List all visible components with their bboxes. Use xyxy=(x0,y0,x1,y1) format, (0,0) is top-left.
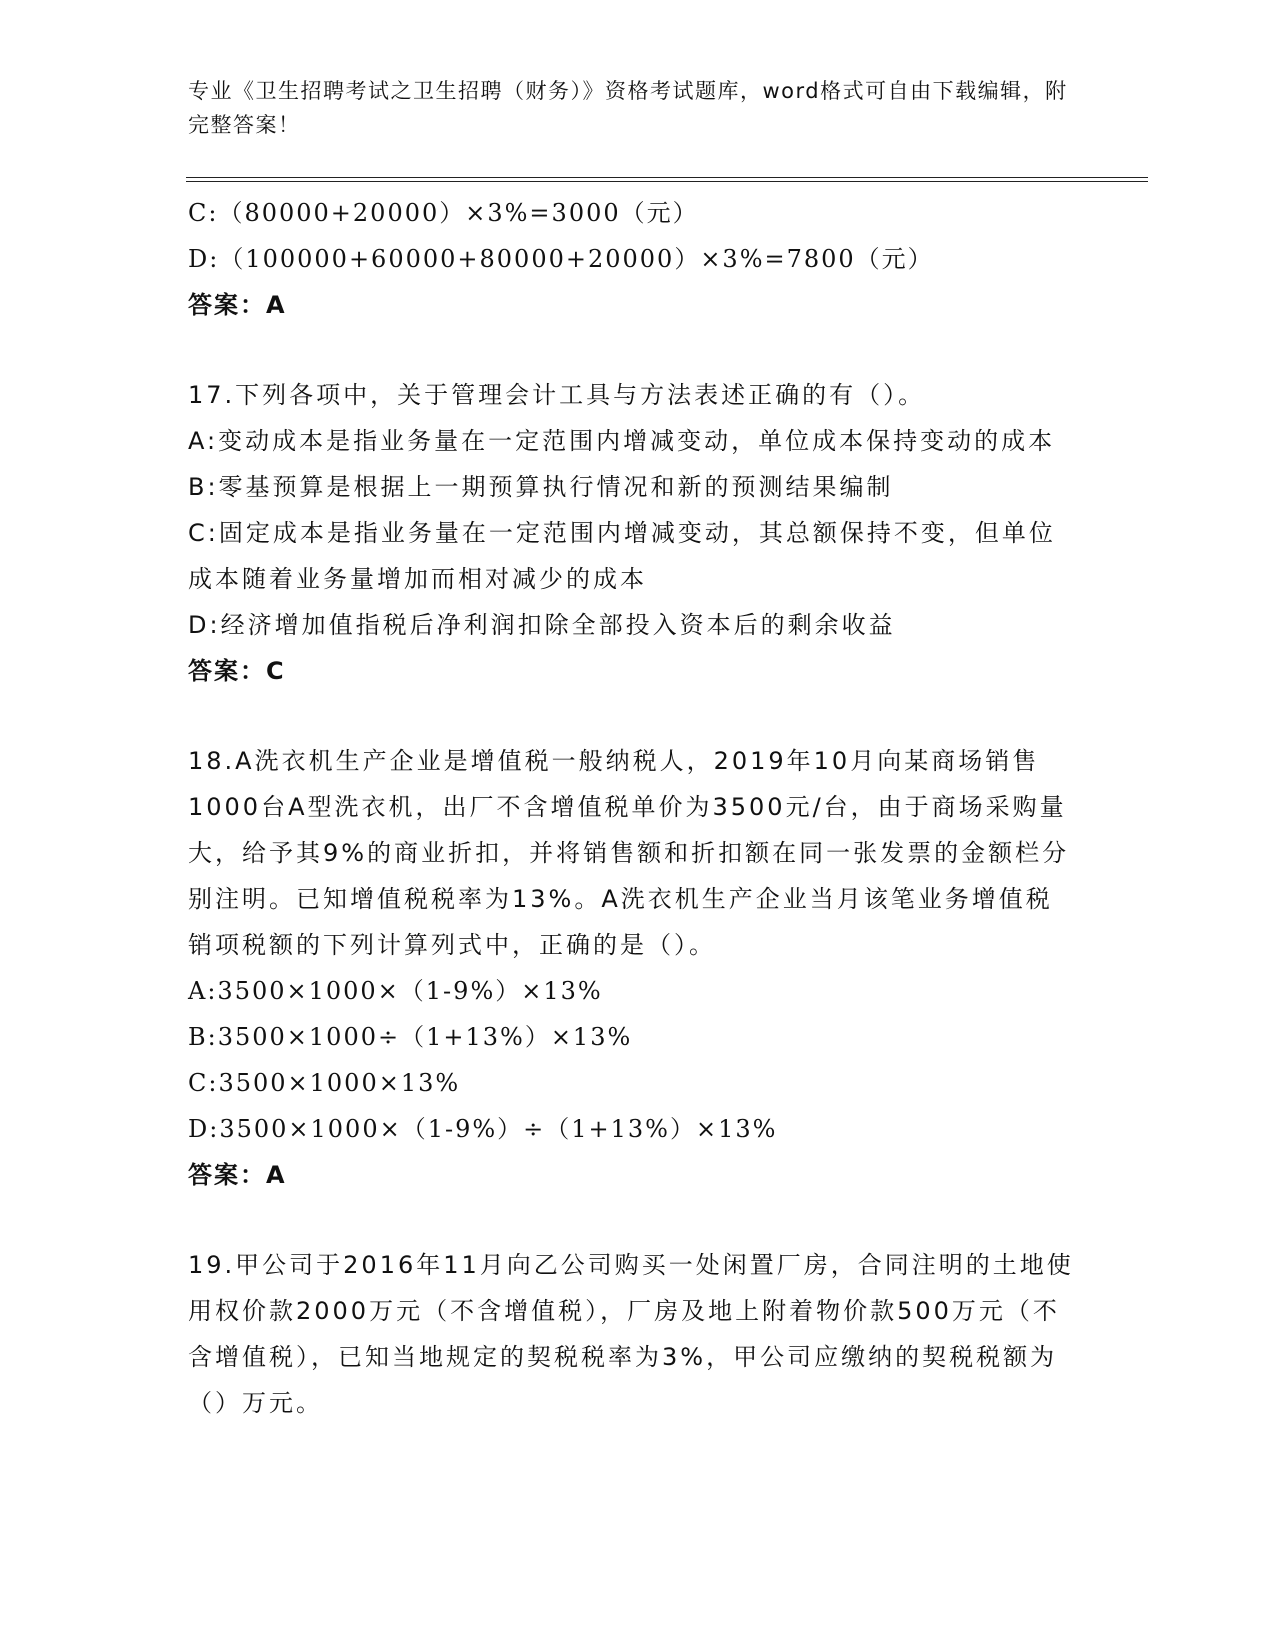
question-spacer xyxy=(188,328,1078,372)
page-header: 专业《卫生招聘考试之卫生招聘（财务）》资格考试题库，word格式可自由下载编辑，附完整答案！ xyxy=(188,79,1068,137)
q17-option-d: D:经济增加值指税后净利润扣除全部投入资本后的剩余收益 xyxy=(188,611,896,639)
q18-option-b: B:3500×1000÷（1+13%）×13% xyxy=(188,1023,633,1051)
q16-option-c: C:（80000+20000）×3%=3000（元） xyxy=(188,199,699,227)
q18-option-a: A:3500×1000×（1-9%）×13% xyxy=(188,977,603,1005)
header-divider-secondary xyxy=(186,181,1148,182)
q16-answer: 答案：A xyxy=(188,291,287,319)
q18-answer: 答案：A xyxy=(188,1161,287,1189)
q17-option-c: C:固定成本是指业务量在一定范围内增减变动，其总额保持不变，但单位成本随着业务量增加而相对减少的成本 xyxy=(188,519,1056,593)
question-content xyxy=(188,190,1078,1426)
q19-stem: 19.甲公司于2016年11月向乙公司购买一处闲置厂房，合同注明的土地使用权价款2000万元（不含增值税），厂房及地上附着物价款500万元（不含增值税），已知当地规定的契税税率为3%，甲公司应缴纳的契税税额为（）万元。 xyxy=(188,1251,1074,1417)
q17-option-b: B:零基预算是根据上一期预算执行情况和新的预测结果编制 xyxy=(188,473,894,501)
q18-option-c: C:3500×1000×13% xyxy=(188,1069,461,1097)
q17-answer: 答案：C xyxy=(188,657,286,685)
question-spacer xyxy=(188,1198,1078,1242)
q17-stem: 17.下列各项中，关于管理会计工具与方法表述正确的有（）。 xyxy=(188,381,926,409)
q18-option-d: D:3500×1000×（1-9%）÷（1+13%）×13% xyxy=(188,1115,778,1143)
q17-option-a: A:变动成本是指业务量在一定范围内增减变动，单位成本保持变动的成本 xyxy=(188,427,1056,455)
question-spacer xyxy=(188,694,1078,738)
header-divider xyxy=(186,177,1148,178)
q18-stem: 18.A洗衣机生产企业是增值税一般纳税人，2019年10月向某商场销售1000台A型洗衣机，出厂不含增值税单价为3500元/台，由于商场采购量大，给予其9%的商业折扣，并将销售额和折扣额在同一张发票的金额栏分别注明。已知增值税税率为13%。A洗衣机生产企业当月该笔业务增值税销项税额的下列计算列式中，正确的是（）。 xyxy=(188,747,1070,959)
q16-option-d: D:（100000+60000+80000+20000）×3%=7800（元） xyxy=(188,245,934,273)
